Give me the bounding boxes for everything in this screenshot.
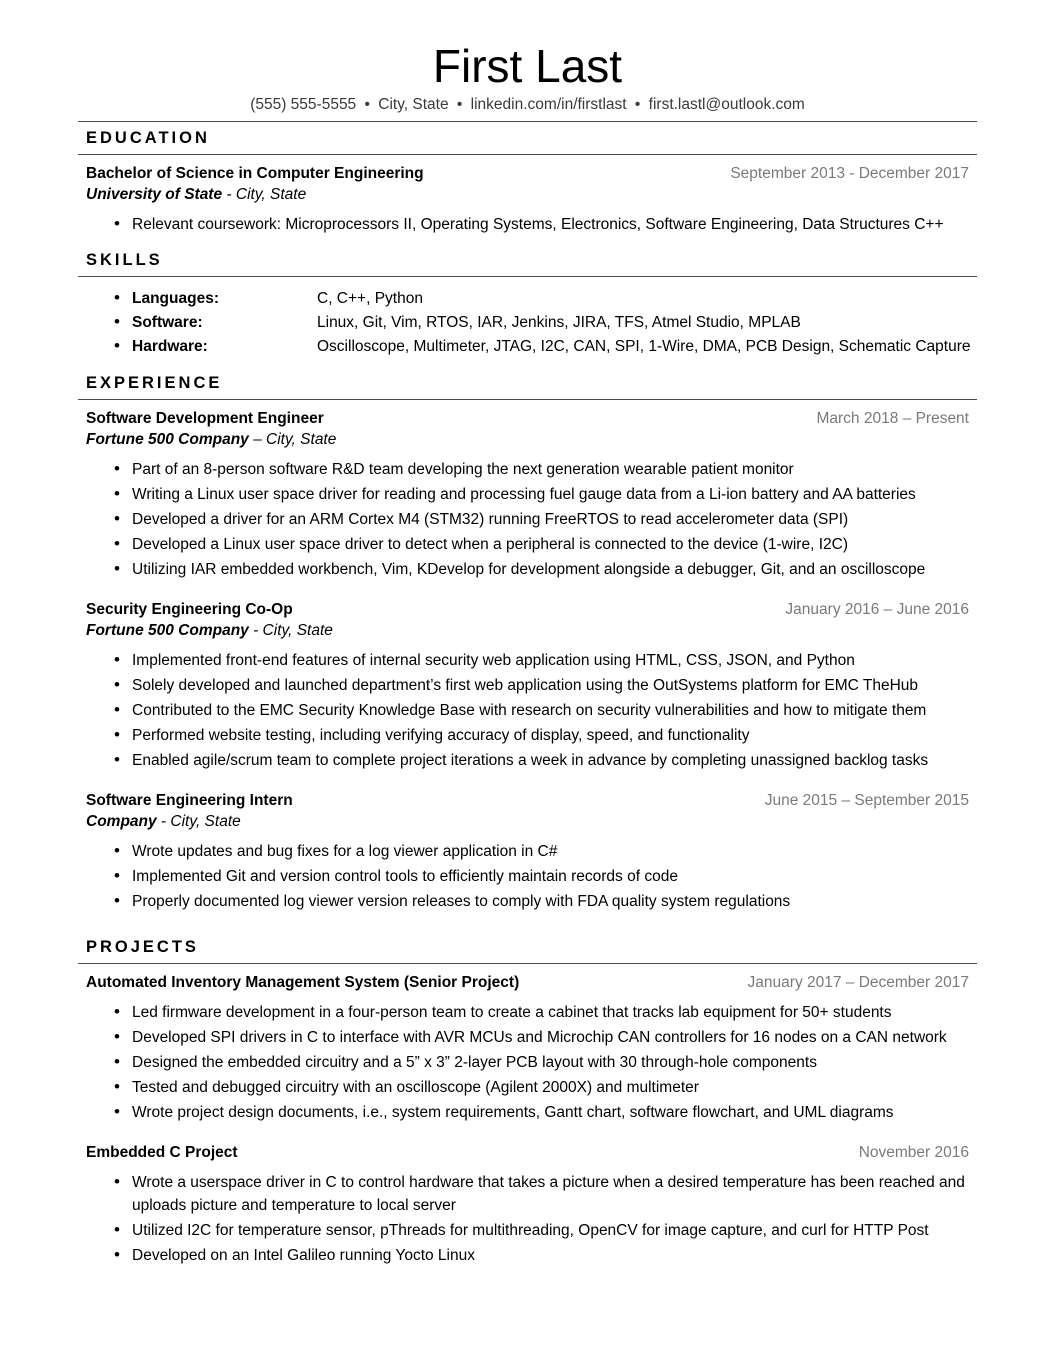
list-item: • Developed SPI drivers in C to interface with AVR MCUs and Microchip CAN controllers for 16 nodes on a CAN network	[114, 1026, 977, 1049]
entry-title: Embedded C Project	[86, 1144, 238, 1161]
entry-subtitle	[78, 428, 977, 449]
entry-title: Software Engineering Intern	[86, 792, 293, 809]
separator-icon: •	[456, 96, 463, 113]
list-item: • Wrote project design documents, i.e., system requirements, Gantt chart, software flowchart, and UML diagrams	[114, 1101, 977, 1124]
entry-date: November 2016	[858, 1144, 969, 1161]
bullet-list	[78, 213, 977, 236]
list-item	[114, 287, 977, 311]
institution-name: University of State	[86, 186, 223, 203]
list-item: • Utilizing IAR embedded workbench, Vim, KDevelop for development alongside a debugger, Git, and an oscilloscope	[114, 558, 977, 581]
list-item: • Implemented Git and version control tools to efficiently maintain records of code	[114, 865, 977, 888]
company-location: - City, State	[248, 622, 333, 639]
skill-label: • Software:	[132, 314, 203, 331]
section-heading-projects: PROJECTS	[78, 931, 977, 964]
entry-date: September 2013 - December 2017	[730, 165, 969, 182]
entry-title: Security Engineering Co-Op	[86, 601, 293, 618]
list-item: • Utilized I2C for temperature sensor, pThreads for multithreading, OpenCV for image capture, and curl for HTTP Post	[114, 1219, 977, 1242]
company-name: Fortune 500 Company	[86, 431, 249, 448]
company-name: Fortune 500 Company	[86, 622, 249, 639]
entry-header	[78, 165, 977, 183]
list-item: • Developed a Linux user space driver to detect when a peripheral is connected to the device (1-wire, I2C)	[114, 533, 977, 556]
company-name: Company	[86, 813, 157, 830]
bullet-list	[78, 1001, 977, 1124]
page-title: First Last	[432, 40, 623, 92]
list-item: • Enabled agile/scrum team to complete project iterations a week in advance by completing unassigned backlog tasks	[114, 749, 977, 772]
separator-icon: •	[364, 96, 370, 113]
section-heading-education: EDUCATION	[78, 122, 977, 155]
list-item: • Wrote updates and bug fixes for a log viewer application in C#	[114, 840, 977, 863]
entry-subtitle	[78, 619, 977, 640]
skill-value: Linux, Git, Vim, RTOS, IAR, Jenkins, JIRA, TFS, Atmel Studio, MPLAB	[317, 314, 801, 331]
entry-date: January 2017 – December 2017	[747, 974, 969, 991]
section-projects	[78, 931, 977, 1267]
entry-header	[78, 601, 977, 619]
list-item: • Relevant coursework: Microprocessors II, Operating Systems, Electronics, Software Engineering, Data Structures C++	[114, 213, 977, 236]
entry-header	[78, 792, 977, 810]
skill-label: • Hardware:	[132, 338, 208, 355]
section-education	[78, 122, 977, 236]
education-entry	[78, 165, 977, 236]
experience-entry	[78, 601, 977, 772]
section-skills	[78, 244, 977, 359]
company-location: - City, State	[156, 813, 241, 830]
project-entry	[78, 1144, 977, 1267]
list-item: • Contributed to the EMC Security Knowledge Base with research on security vulnerabilities and how to mitigate them	[114, 699, 977, 722]
skill-value: Oscilloscope, Multimeter, JTAG, I2C, CAN, SPI, 1-Wire, DMA, PCB Design, Schematic Capture	[317, 338, 971, 355]
company-location: – City, State	[248, 431, 337, 448]
location-text: City, State	[378, 96, 449, 113]
experience-entry	[78, 410, 977, 581]
section-heading-experience: EXPERIENCE	[78, 367, 977, 400]
skills-list	[78, 287, 977, 359]
skill-label: • Languages:	[132, 290, 219, 307]
institution-location: - City, State	[222, 186, 307, 203]
section-experience	[78, 367, 977, 913]
list-item: • Implemented front-end features of internal security web application using HTML, CSS, JSON, and Python	[114, 649, 977, 672]
list-item: • Wrote a userspace driver in C to control hardware that takes a picture when a desired temperature has been reached and uploads picture and temperature to local server	[114, 1171, 977, 1217]
entry-title: Automated Inventory Management System (Senior Project)	[86, 974, 520, 991]
list-item: • Developed a driver for an ARM Cortex M4 (STM32) running FreeRTOS to read accelerometer data (SPI)	[114, 508, 977, 531]
entry-date: June 2015 – September 2015	[764, 792, 969, 809]
bullet-list	[78, 649, 977, 772]
experience-entry	[78, 792, 977, 913]
email-link[interactable]: first.lastl@outlook.com	[648, 96, 805, 113]
list-item	[114, 335, 977, 359]
entry-header	[78, 410, 977, 428]
list-item: • Properly documented log viewer version releases to comply with FDA quality system regulations	[114, 890, 977, 913]
list-item: • Part of an 8-person software R&D team developing the next generation wearable patient monitor	[114, 458, 977, 481]
entry-subtitle	[78, 183, 977, 204]
skill-value: C, C++, Python	[317, 290, 423, 307]
entry-date: March 2018 – Present	[816, 410, 969, 427]
list-item: • Performed website testing, including verifying accuracy of display, speed, and functionality	[114, 724, 977, 747]
separator-icon: •	[634, 96, 641, 113]
bullet-list	[78, 458, 977, 581]
entry-title: Bachelor of Science in Computer Engineering	[86, 165, 424, 182]
list-item: • Developed on an Intel Galileo running Yocto Linux	[114, 1244, 977, 1267]
list-item: • Tested and debugged circuitry with an oscilloscope (Agilent 2000X) and multimeter	[114, 1076, 977, 1099]
list-item: • Designed the embedded circuitry and a 5” x 3” 2-layer PCB layout with 30 through-hole components	[114, 1051, 977, 1074]
entry-date: January 2016 – June 2016	[785, 601, 969, 618]
bullet-list	[78, 1171, 977, 1267]
phone-text: (555) 555-5555	[250, 96, 357, 113]
bullet-list	[78, 840, 977, 913]
entry-header	[78, 1144, 977, 1162]
contact-line	[78, 96, 977, 122]
list-item	[114, 311, 977, 335]
section-heading-skills: SKILLS	[78, 244, 977, 277]
entry-header	[78, 974, 977, 992]
list-item: • Writing a Linux user space driver for reading and processing fuel gauge data from a Li-ion battery and AA batteries	[114, 483, 977, 506]
linkedin-link[interactable]: linkedin.com/in/firstlast	[470, 96, 627, 113]
entry-title: Software Development Engineer	[86, 410, 324, 427]
list-item: • Solely developed and launched department’s first web application using the OutSystems platform for EMC TheHub	[114, 674, 977, 697]
project-entry	[78, 974, 977, 1124]
entry-subtitle	[78, 810, 977, 831]
list-item: • Led firmware development in a four-person team to create a cabinet that tracks lab equipment for 50+ students	[114, 1001, 977, 1024]
